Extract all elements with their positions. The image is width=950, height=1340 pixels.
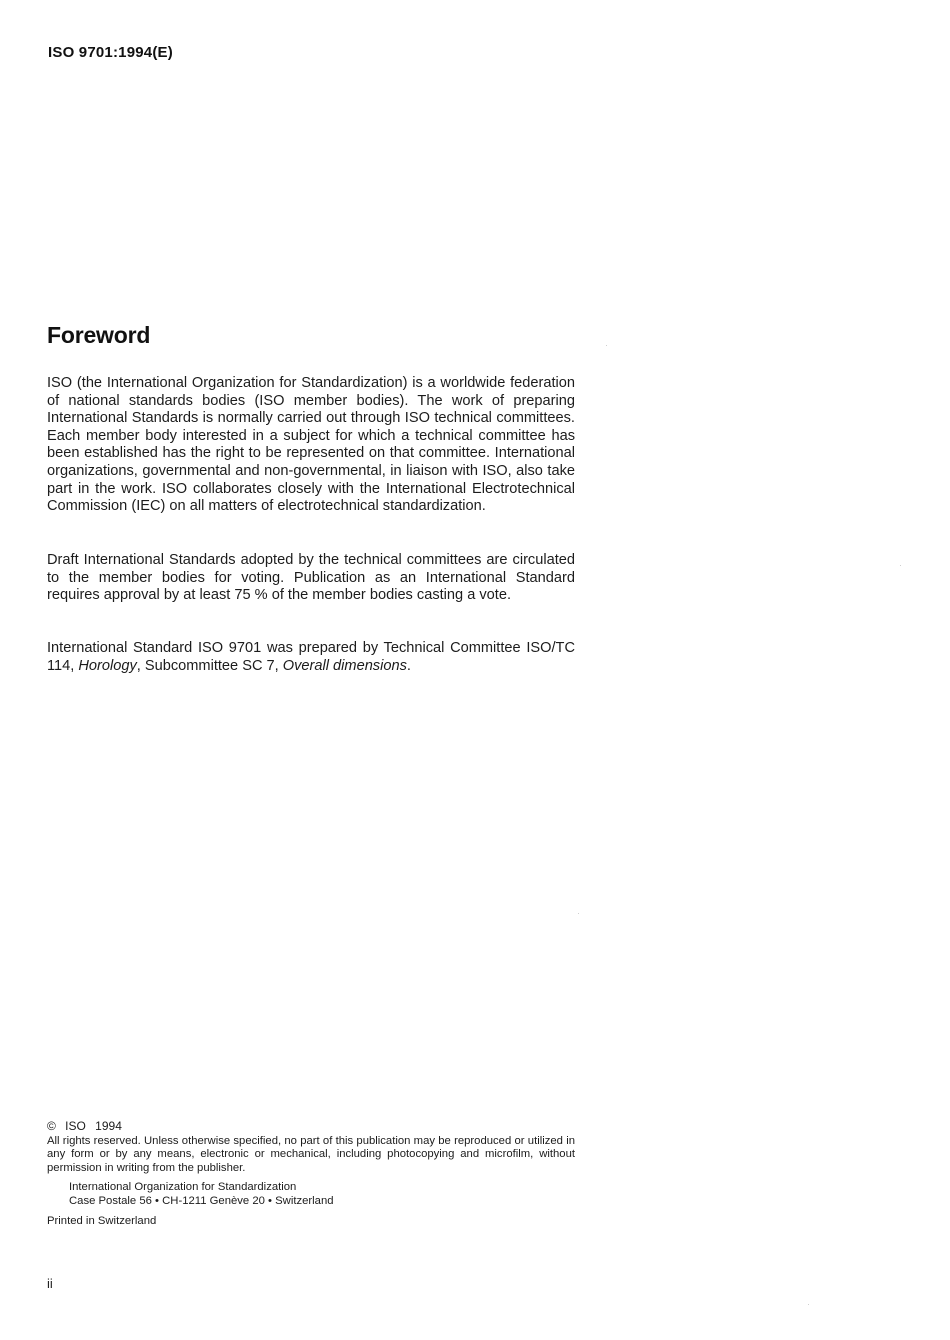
scan-speck: [606, 345, 607, 346]
postal-address: Case Postale 56 • CH-1211 Genève 20 • Switzerland: [69, 1194, 334, 1207]
paragraph-3-text-b: , Subcommittee SC 7,: [136, 657, 283, 674]
foreword-paragraph-3: [47, 640, 575, 675]
copyright-notice: © ISO 1994: [47, 1119, 122, 1133]
printed-location: Printed in Switzerland: [47, 1214, 157, 1227]
foreword-paragraph-2: Draft International Standards adopted by the technical committees are circulated to the member bodies for voting. Publication as an International Standard requires approval by at least 75 % of the member bodies casting a vote.: [47, 552, 575, 604]
page-number: ii: [47, 1276, 53, 1291]
publisher-address: [69, 1181, 575, 1208]
foreword-heading: Foreword: [47, 322, 151, 348]
copyright-block: [47, 1120, 575, 1228]
subcommittee-name: Overall dimensions: [282, 657, 407, 674]
paragraph-3-text-a: International Standard ISO 9701 was prepared by Technical Committee ISO/TC 114,: [47, 640, 575, 674]
publisher-name: International Organization for Standardization: [69, 1181, 297, 1194]
scan-speck: [808, 1304, 809, 1305]
rights-statement: All rights reserved. Unless otherwise specified, no part of this publication may be reproduced or utilized in any form or by any means, electronic or mechanical, including photocopying and microfilm, without permission in writing from the publisher.: [47, 1134, 575, 1174]
foreword-paragraph-1: ISO (the International Organization for Standardization) is a worldwide federation of national standards bodies (ISO member bodies). The work of preparing International Standards is normally carried out through ISO technical committees. Each member body interested in a subject for which a technical committee has been established has the right to be represented on that committee. International organizations, governmental and non-governmental, in liaison with ISO, also take part in the work. ISO collaborates closely with the International Electrotechnical Commission (IEC) on all matters of electrotechnical standardization.: [47, 375, 575, 515]
scan-speck: [900, 565, 901, 566]
standard-reference: ISO 9701:1994(E): [48, 44, 173, 61]
paragraph-3-text-c: .: [406, 657, 411, 674]
committee-name: Horology: [78, 657, 137, 674]
scan-speck: [578, 913, 579, 914]
